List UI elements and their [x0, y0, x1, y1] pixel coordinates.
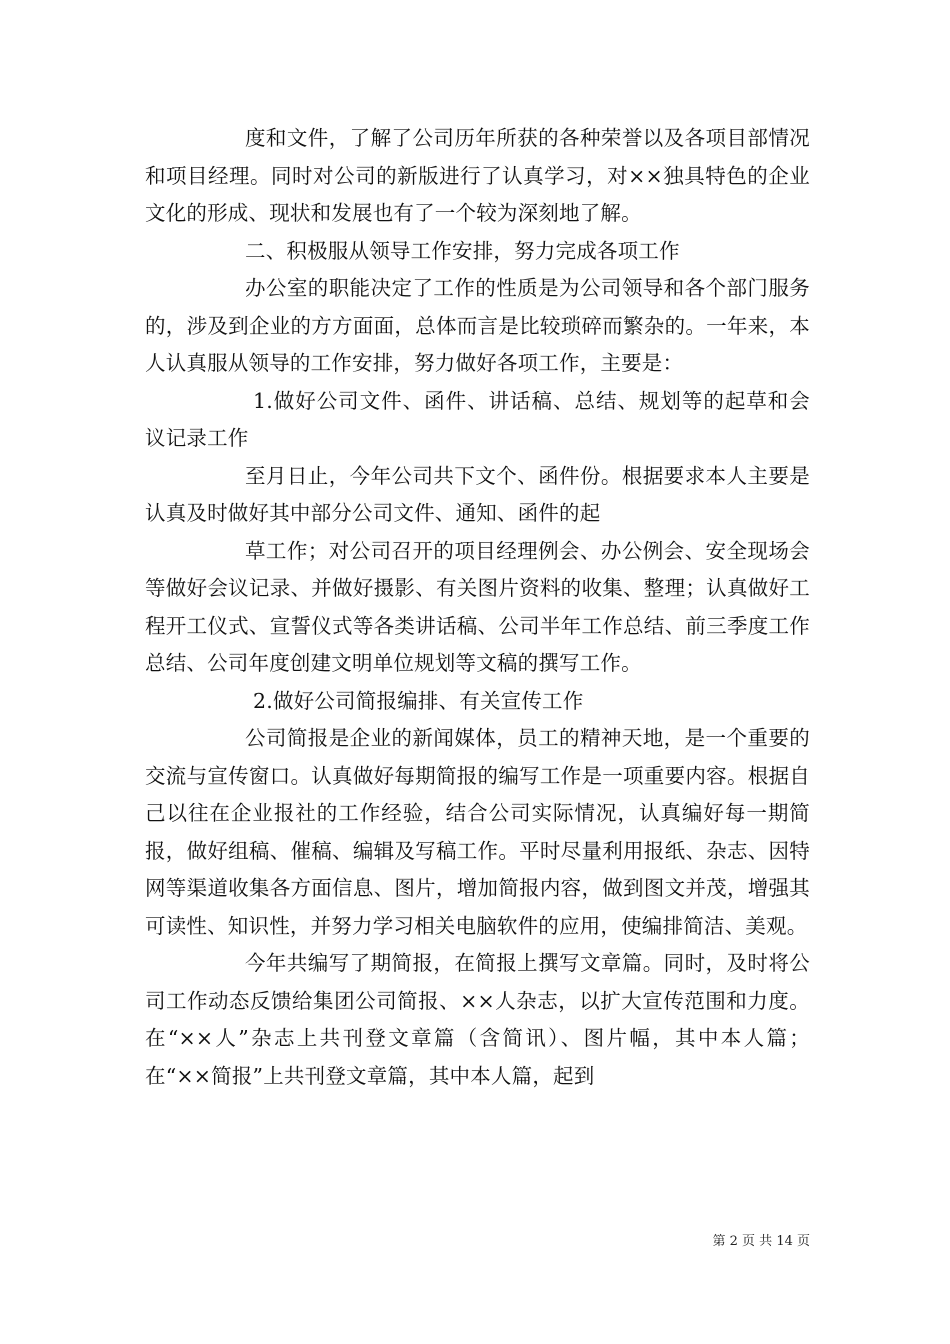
- paragraph-bulletin: 公司简报是企业的新闻媒体，员工的精神天地，是一个重要的交流与宣传窗口。认真做好每期简报的编写工作是一项重要内容。根据自己以往在企业报社的工作经验，结合公司实际情况，认真编好每一期简报，做好组稿、催稿、编辑及写稿工作。平时尽量利用报纸、杂志、因特网等渠道收集各方面信息、图片，增加简报内容，做到图文并茂，增强其可读性、知识性，并努力学习相关电脑软件的应用，使编排简洁、美观。: [145, 726, 810, 938]
- section-heading-2: 二、积极服从领导工作安排，努力完成各项工作: [245, 238, 680, 263]
- paragraph-intro-continuation: 度和文件，了解了公司历年所获的各种荣誉以及各项目部情况和项目经理。同时对公司的新版进行了认真学习，对××独具特色的企业文化的形成、现状和发展也有了一个较为深刻地了解。: [145, 126, 810, 225]
- paragraph-documents-count: 至月日止，今年公司共下文个、函件份。根据要求本人主要是认真及时做好其中部分公司文件、通知、函件的起: [145, 463, 810, 525]
- page-number-footer: 第 2 页 共 14 页: [712, 1234, 810, 1249]
- subheading-1: 1.做好公司文件、函件、讲话稿、总结、规划等的起草和会议记录工作: [145, 388, 810, 450]
- subheading-2: 2.做好公司简报编排、有关宣传工作: [253, 688, 584, 713]
- paragraph-drafting-work: 草工作；对公司召开的项目经理例会、办公例会、安全现场会等做好会议记录、并做好摄影、有关图片资料的收集、整理；认真做好工程开工仪式、宣誓仪式等各类讲话稿、公司半年工作总结、前三季度工作总结、公司年度创建文明单位规划等文稿的撰写工作。: [145, 538, 810, 675]
- document-body: [145, 120, 810, 1095]
- paragraph-office-duties: 办公室的职能决定了工作的性质是为公司领导和各个部门服务的，涉及到企业的方方面面，总体而言是比较琐碎而繁杂的。一年来，本人认真服从领导的工作安排，努力做好各项工作，主要是：: [145, 276, 810, 375]
- paragraph-bulletin-stats: 今年共编写了期简报，在简报上撰写文章篇。同时，及时将公司工作动态反馈给集团公司简报、××人杂志，以扩大宣传范围和力度。在“××人”杂志上共刊登文章篇（含简讯）、图片幅，其中本人篇；在“××简报”上共刊登文章篇，其中本人篇，起到: [145, 951, 810, 1088]
